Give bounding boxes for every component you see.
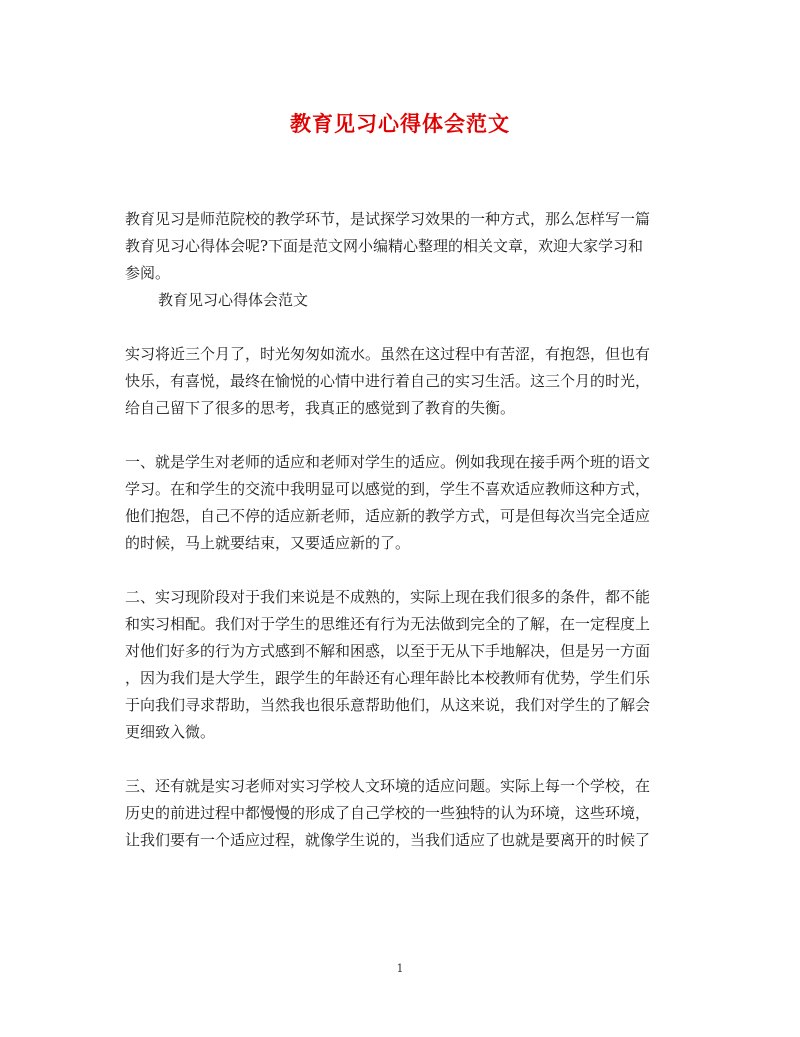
body-paragraph xyxy=(125,584,675,746)
body-paragraph xyxy=(125,341,675,422)
document-title: 教育见习心得体会范文 xyxy=(290,111,510,136)
text-line: 让我们要有一个适应过程，就像学生说的，当我们适应了也就是要离开的时候了 xyxy=(125,831,651,849)
body-paragraph xyxy=(125,773,675,854)
text-line: 对他们好多的行为方式感到不解和困惑，以至于无从下手地解决，但是另一方面 xyxy=(125,642,651,660)
text-line: 教育见习是师范院校的教学环节，是试探学习效果的一种方式，那么怎样写一篇 xyxy=(125,210,651,228)
text-line: 的时候，马上就要结束，又要适应新的了。 xyxy=(125,534,411,552)
text-line: 快乐，有喜悦，最终在愉悦的心情中进行着自己的实习生活。这三个月的时光， xyxy=(125,372,651,390)
body-paragraph xyxy=(125,449,675,557)
text-line: 三、还有就是实习老师对实习学校人文环境的适应问题。实际上每一个学校，在 xyxy=(125,777,651,795)
text-line: ，因为我们是大学生，跟学生的年龄还有心理年龄比本校教师有优势，学生们乐 xyxy=(125,669,651,687)
text-line: 实习将近三个月了，时光匆匆如流水。虽然在这过程中有苦涩，有抱怨，但也有 xyxy=(125,345,651,363)
text-line: 教育见习心得体会呢?下面是范文网小编精心整理的相关文章，欢迎大家学习和 xyxy=(125,237,644,255)
text-line: 给自己留下了很多的思考，我真正的感觉到了教育的失衡。 xyxy=(125,399,516,417)
text-line: 参阅。 xyxy=(125,264,171,282)
text-line: 历史的前进过程中都慢慢的形成了自己学校的一些独特的认为环境，这些环境， xyxy=(125,804,651,822)
text-line: 他们抱怨，自己不停的适应新老师，适应新的教学方式，可是但每次当完全适应 xyxy=(125,507,651,525)
text-line: 于向我们寻求帮助，当然我也很乐意帮助他们，从这来说，我们对学生的了解会 xyxy=(125,696,651,714)
text-line: 学习。在和学生的交流中我明显可以感觉的到，学生不喜欢适应教师这种方式， xyxy=(125,480,651,498)
document-body xyxy=(125,206,675,854)
text-line: 和实习相配。我们对于学生的思维还有行为无法做到完全的了解，在一定程度上 xyxy=(125,615,651,633)
page-number: 1 xyxy=(396,962,404,975)
subheading: 教育见习心得体会范文 xyxy=(158,291,309,309)
text-line: 二、实习现阶段对于我们来说是不成熟的，实际上现在我们很多的条件，都不能 xyxy=(125,588,651,606)
text-line: 一、就是学生对老师的适应和老师对学生的适应。例如我现在接手两个班的语文 xyxy=(125,453,651,471)
intro-paragraph xyxy=(125,206,675,287)
text-line: 更细致入微。 xyxy=(125,723,216,741)
